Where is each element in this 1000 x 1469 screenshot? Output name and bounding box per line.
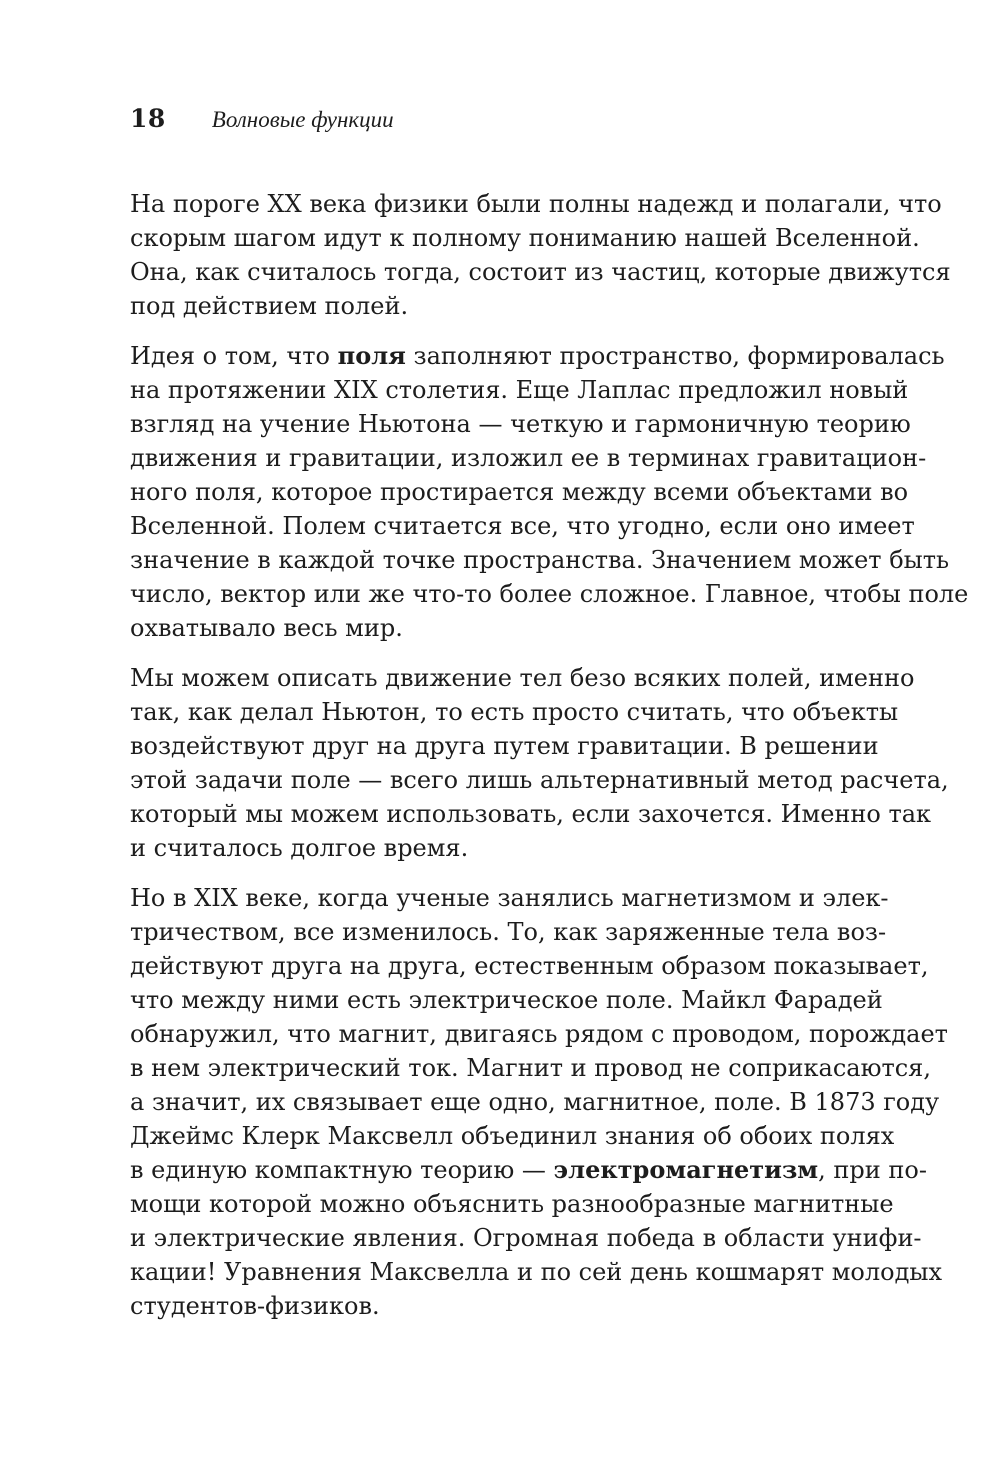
text-segment: , при по-	[818, 1156, 927, 1184]
text-segment: число, вектор или же что-то более сложное. Главное, чтобы поле	[130, 580, 969, 608]
text-segment: Она, как считалось тогда, состоит из частиц, которые движутся	[130, 258, 951, 286]
text-line	[130, 763, 949, 797]
text-segment: и электрические явления. Огромная победа в области унифи-	[130, 1224, 922, 1252]
text-segment: студентов-физиков.	[130, 1292, 380, 1320]
text-segment: кации! Уравнения Максвелла и по сей день кошмарят молодых	[130, 1258, 942, 1286]
text-line	[130, 543, 950, 577]
text-segment: так, как делал Ньютон, то есть просто считать, что объекты	[130, 698, 899, 726]
body-text	[130, 187, 969, 1339]
text-line	[130, 509, 915, 543]
text-segment: движения и гравитации, изложил ее в терминах гравитацион-	[130, 444, 927, 472]
text-line	[130, 475, 909, 509]
text-segment: мощи которой можно объяснить разнообразные магнитные	[130, 1190, 894, 1218]
text-segment: на протяжении XIX столетия. Еще Лаплас предложил новый	[130, 376, 909, 404]
text-segment: заполняют пространство, формировалась	[405, 342, 945, 370]
text-line	[130, 1289, 872, 1323]
text-line	[130, 695, 899, 729]
text-line	[130, 441, 927, 475]
text-segment: Но в XIX веке, когда ученые занялись магнетизмом и элек-	[130, 884, 889, 912]
text-segment: что между ними есть электрическое поле. Майкл Фарадей	[130, 986, 883, 1014]
page-number: 18	[130, 104, 166, 133]
text-line	[130, 1187, 894, 1221]
text-line	[130, 187, 942, 221]
text-line	[130, 881, 889, 915]
text-segment: тричеством, все изменилось. То, как заряженные тела воз-	[130, 918, 887, 946]
paragraph	[130, 187, 951, 323]
text-line	[130, 1017, 948, 1051]
paragraph	[130, 339, 969, 645]
text-line	[130, 797, 932, 831]
text-segment: На пороге XX века физики были полны надежд и полагали, что	[130, 190, 942, 218]
text-segment: ного поля, которое простирается между всеми объектами во	[130, 478, 909, 506]
text-line	[130, 1153, 927, 1187]
text-line	[130, 407, 911, 441]
text-line	[130, 339, 945, 373]
text-segment: в единую компактную теорию —	[130, 1156, 554, 1184]
text-segment: Джеймс Клерк Максвелл объединил знания об обоих полях	[130, 1122, 895, 1150]
text-line	[130, 729, 879, 763]
text-segment: под действием полей.	[130, 292, 409, 320]
paragraph	[130, 881, 948, 1323]
paragraph	[130, 661, 949, 865]
text-line	[130, 915, 887, 949]
text-segment: этой задачи поле — всего лишь альтернативный метод расчета,	[130, 766, 949, 794]
bold-term: поля	[337, 341, 406, 370]
text-line	[130, 1255, 942, 1289]
text-segment: Мы можем описать движение тел безо всяких полей, именно	[130, 664, 915, 692]
text-line	[130, 949, 929, 983]
text-line	[130, 577, 969, 611]
text-line	[130, 983, 883, 1017]
text-line	[130, 255, 951, 289]
bold-term: электромагнетизм	[553, 1155, 819, 1184]
text-segment: обнаружил, что магнит, двигаясь рядом с проводом, порождает	[130, 1020, 948, 1048]
text-segment: а значит, их связывает еще одно, магнитное, поле. В 1873 году	[130, 1088, 940, 1116]
running-head	[130, 104, 872, 144]
text-segment: который мы можем использовать, если захочется. Именно так	[130, 800, 932, 828]
text-segment: взгляд на учение Ньютона — четкую и гармоничную теорию	[130, 410, 911, 438]
text-line	[130, 1119, 895, 1153]
text-line	[130, 611, 872, 645]
text-segment: воздействуют друг на друга путем гравитации. В решении	[130, 732, 879, 760]
text-segment: охватывало весь мир.	[130, 614, 403, 642]
text-segment: скорым шагом идут к полному пониманию нашей Вселенной.	[130, 224, 920, 252]
text-line	[130, 1085, 940, 1119]
text-segment: и считалось долгое время.	[130, 834, 469, 862]
text-segment: значение в каждой точке пространства. Значением может быть	[130, 546, 950, 574]
text-line	[130, 1221, 922, 1255]
text-line	[130, 831, 872, 865]
text-segment: действуют друга на друга, естественным образом показывает,	[130, 952, 929, 980]
text-line	[130, 661, 915, 695]
text-segment: Идея о том, что	[130, 342, 338, 370]
chapter-title: Волновые функции	[211, 107, 394, 132]
text-line	[130, 373, 909, 407]
text-segment: Вселенной. Полем считается все, что угодно, если оно имеет	[130, 512, 915, 540]
text-line	[130, 289, 872, 323]
text-line	[130, 1051, 931, 1085]
text-line	[130, 221, 920, 255]
text-segment: в нем электрический ток. Магнит и провод не соприкасаются,	[130, 1054, 931, 1082]
